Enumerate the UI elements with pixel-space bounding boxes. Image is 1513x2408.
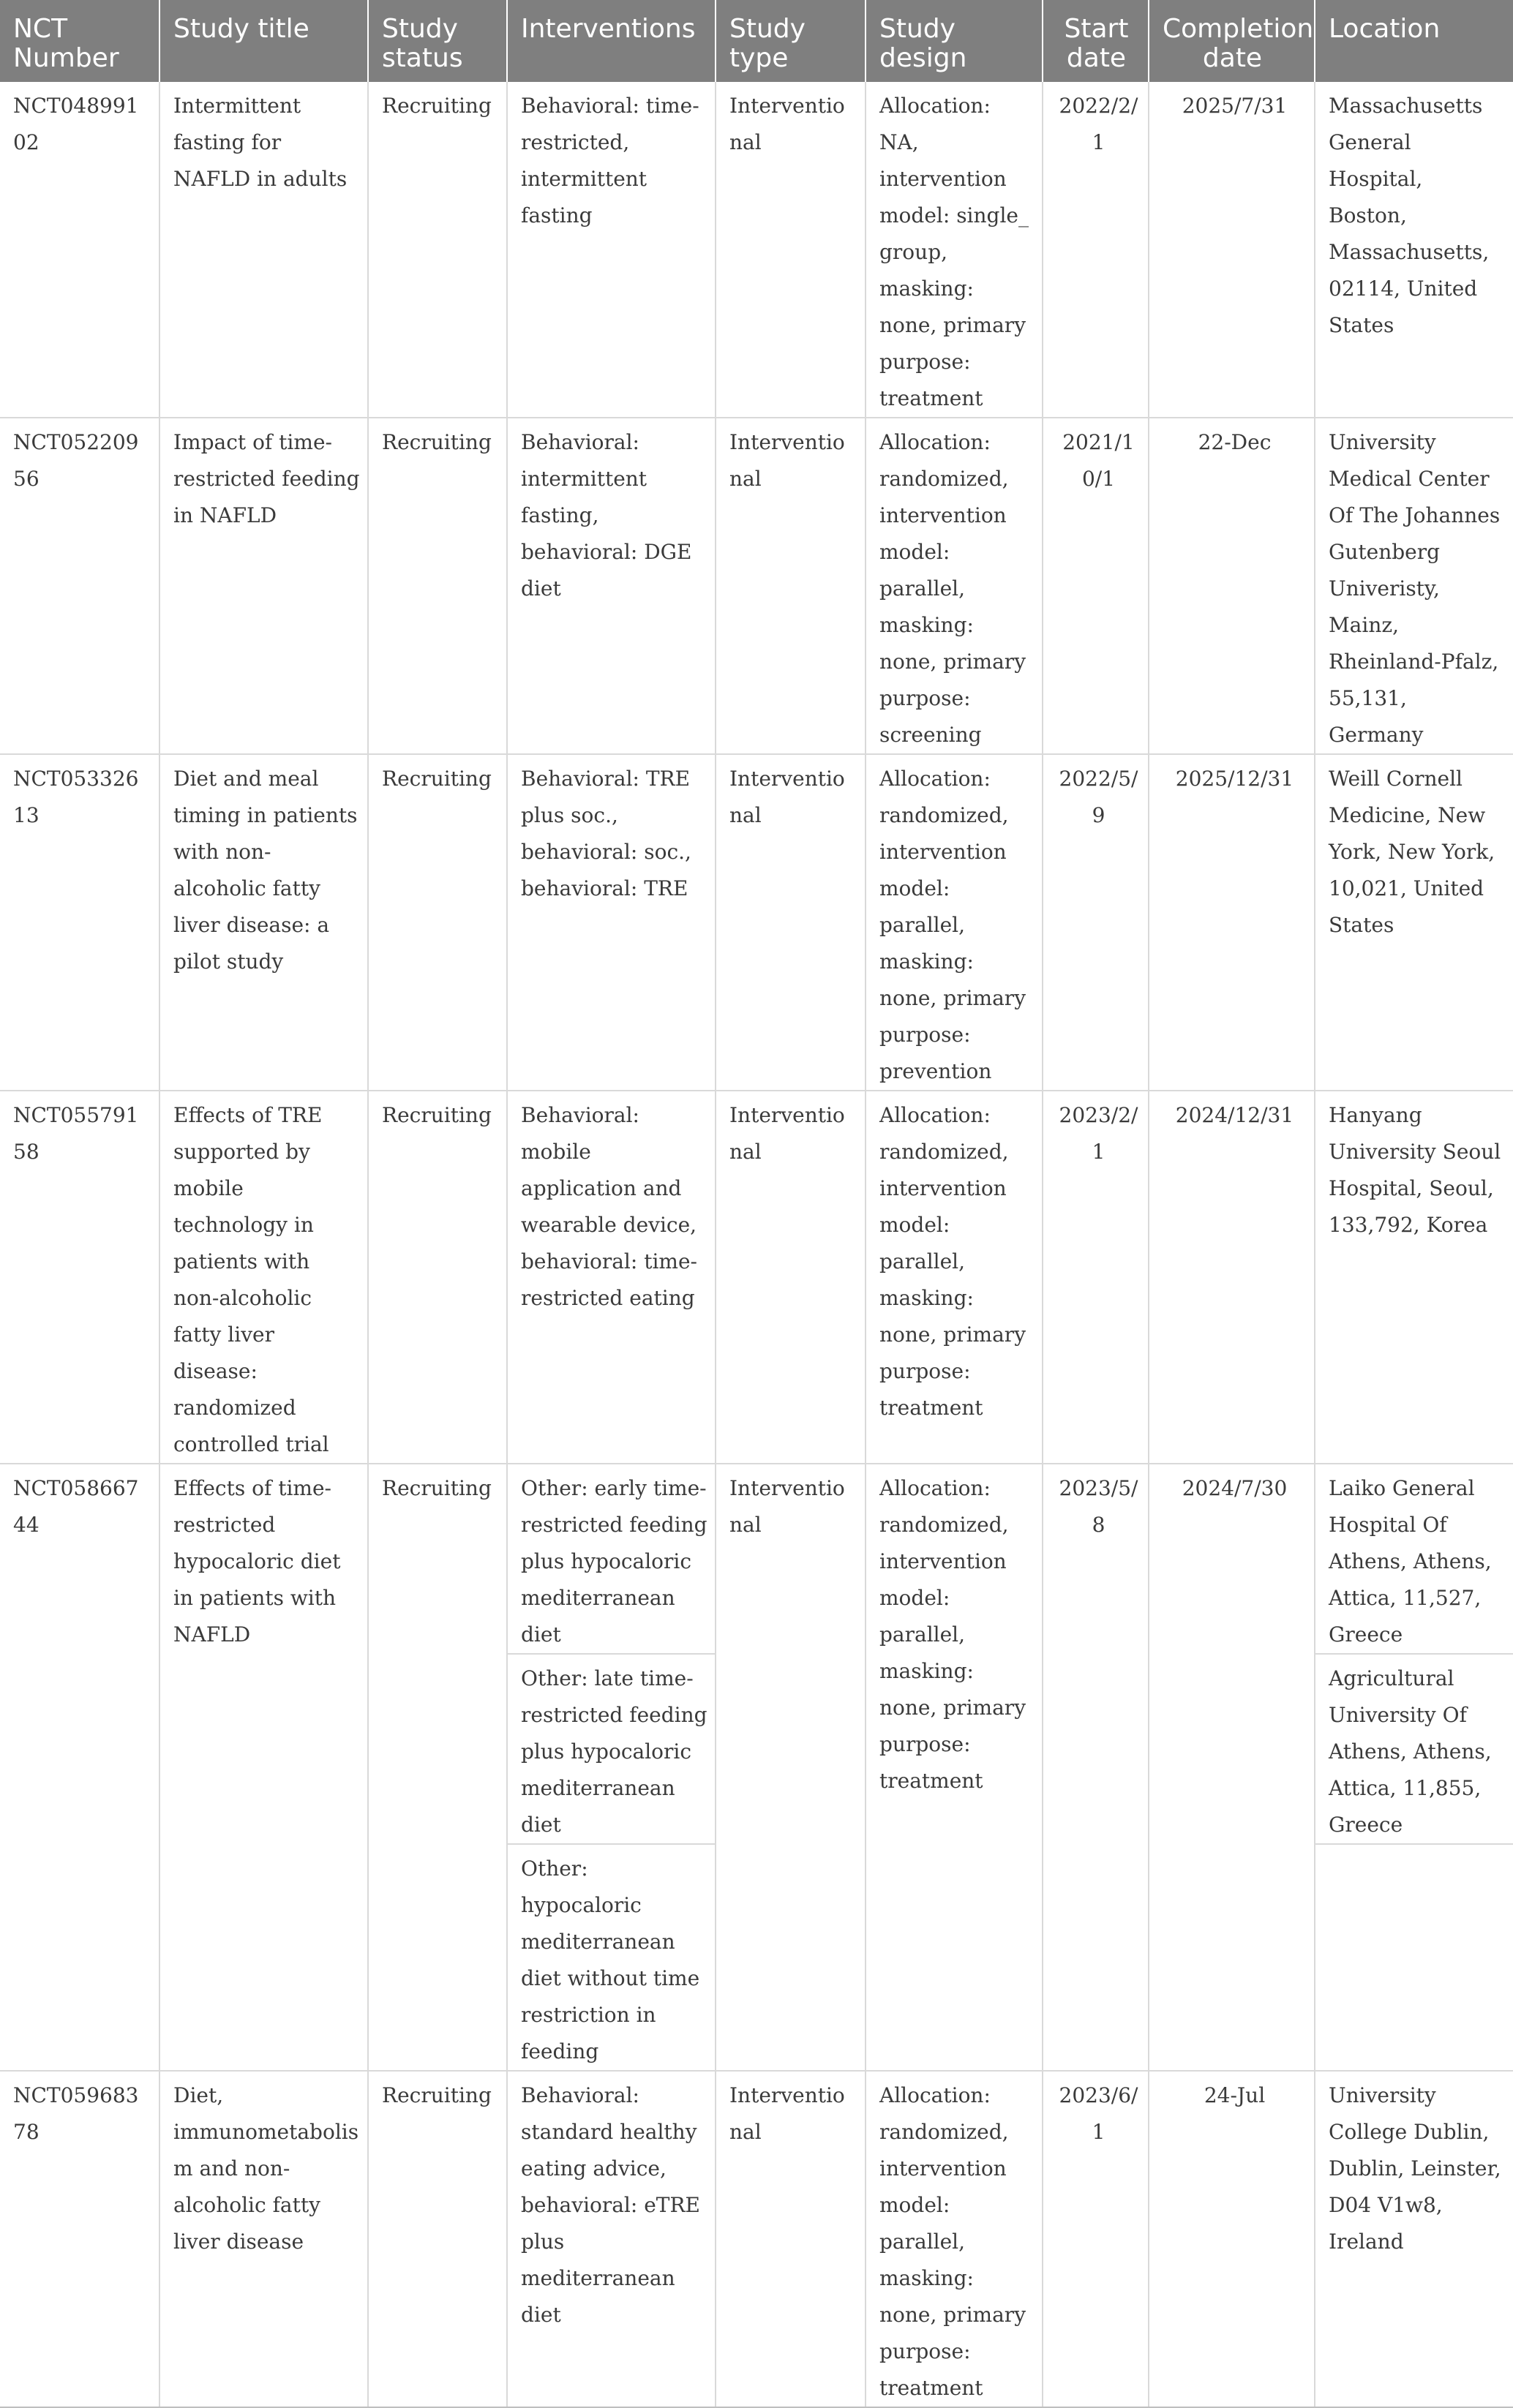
cell-study-title: Diet and meal timing in patients with non-alcoholic fatty liver disease: a pilot study [159,754,368,1091]
cell-interventions: Other: early time-restricted feeding plus hypocaloric mediterranean diet [507,1464,716,1654]
cell-interventions: Behavioral: mobile application and wearable device, behavioral: time-restricted eating [507,1091,716,1464]
cell-location: Hanyang University Seoul Hospital, Seoul, 133,792, Korea [1315,1091,1513,1464]
cell-study-title: Intermittent fasting for NAFLD in adults [159,82,368,418]
table-row [0,754,1513,1091]
cell-study-type: Interventional [716,754,866,1091]
cell-study-type: Interventional [716,1091,866,1464]
cell-location: University College Dublin, Dublin, Leinster, D04 V1w8, Ireland [1315,2071,1513,2407]
cell-start-date: 2021/10/1 [1043,418,1149,754]
cell-study-type: Interventional [716,1464,866,2071]
cell-study-design: Allocation: randomized, intervention model: parallel, masking: none, primary purpose: prevention [866,754,1043,1091]
cell-study-status: Recruiting [368,1091,507,1464]
header-nct-number: NCT Number [0,0,159,82]
cell-study-type: Interventional [716,82,866,418]
cell-start-date: 2022/2/1 [1043,82,1149,418]
cell-study-design: Allocation: NA, intervention model: single_ group, masking: none, primary purpose: treatment [866,82,1043,418]
cell-study-status: Recruiting [368,418,507,754]
table-row [0,1091,1513,1464]
cell-completion-date: 2024/7/30 [1149,1464,1315,2071]
cell-location: Weill Cornell Medicine, New York, New York, 10,021, United States [1315,754,1513,1091]
cell-study-title: Effects of time-restricted hypocaloric diet in patients with NAFLD [159,1464,368,2071]
header-row [0,0,1513,82]
cell-study-status: Recruiting [368,754,507,1091]
cell-study-design: Allocation: randomized, intervention model: parallel, masking: none, primary purpose: treatment [866,1464,1043,2071]
cell-study-status: Recruiting [368,1464,507,2071]
header-study-title: Study title [159,0,368,82]
header-study-design: Study design [866,0,1043,82]
table-row [0,1464,1513,1654]
cell-completion-date: 22-Dec [1149,418,1315,754]
cell-interventions: Behavioral: TRE plus soc., behavioral: soc., behavioral: TRE [507,754,716,1091]
table-row [0,418,1513,754]
cell-location: Laiko General Hospital Of Athens, Athens, Attica, 11,527, Greece [1315,1464,1513,1654]
header-study-status: Study status [368,0,507,82]
table-row [0,82,1513,418]
cell-start-date: 2022/5/9 [1043,754,1149,1091]
cell-study-design: Allocation: randomized, intervention model: parallel, masking: none, primary purpose: treatment [866,1091,1043,1464]
cell-completion-date: 24-Jul [1149,2071,1315,2407]
cell-interventions: Behavioral: intermittent fasting, behavioral: DGE diet [507,418,716,754]
cell-location: Massachusetts General Hospital, Boston, Massachusetts, 02114, United States [1315,82,1513,418]
header-location: Location [1315,0,1513,82]
cell-interventions: Other: late time-restricted feeding plus hypocaloric mediterranean diet [507,1654,716,1844]
cell-nct-number: NCT05332613 [0,754,159,1091]
cell-location-empty [1315,1844,1513,2071]
cell-start-date: 2023/6/1 [1043,2071,1149,2407]
cell-location: University Medical Center Of The Johannes Gutenberg Univeristy, Mainz, Rheinland-Pfalz, 55,131, Germany [1315,418,1513,754]
cell-study-status: Recruiting [368,82,507,418]
table-row [0,2071,1513,2407]
cell-nct-number: NCT05579158 [0,1091,159,1464]
header-completion-date: Completion date [1149,0,1315,82]
cell-nct-number: NCT05968378 [0,2071,159,2407]
cell-study-status: Recruiting [368,2071,507,2407]
cell-interventions: Other: hypocaloric mediterranean diet without time restriction in feeding [507,1844,716,2071]
cell-study-type: Interventional [716,418,866,754]
cell-study-title: Diet, immunometabolism and non-alcoholic fatty liver disease [159,2071,368,2407]
cell-study-design: Allocation: randomized, intervention model: parallel, masking: none, primary purpose: screening [866,418,1043,754]
cell-study-type: Interventional [716,2071,866,2407]
cell-study-design: Allocation: randomized, intervention model: parallel, masking: none, primary purpose: treatment [866,2071,1043,2407]
cell-nct-number: NCT04899102 [0,82,159,418]
cell-interventions: Behavioral: time-restricted, intermittent fasting [507,82,716,418]
cell-start-date: 2023/5/8 [1043,1464,1149,2071]
cell-completion-date: 2024/12/31 [1149,1091,1315,1464]
cell-study-title: Effects of TRE supported by mobile technology in patients with non-alcoholic fatty liver disease: randomized controlled trial [159,1091,368,1464]
cell-start-date: 2023/2/1 [1043,1091,1149,1464]
header-study-type: Study type [716,0,866,82]
header-start-date: Start date [1043,0,1149,82]
cell-nct-number: NCT05220956 [0,418,159,754]
cell-location: Agricultural University Of Athens, Athens, Attica, 11,855, Greece [1315,1654,1513,1844]
cell-interventions: Behavioral: standard healthy eating advice, behavioral: eTRE plus mediterranean diet [507,2071,716,2407]
cell-completion-date: 2025/7/31 [1149,82,1315,418]
header-interventions: Interventions [507,0,716,82]
cell-nct-number: NCT05866744 [0,1464,159,2071]
cell-study-title: Impact of time-restricted feeding in NAFLD [159,418,368,754]
cell-completion-date: 2025/12/31 [1149,754,1315,1091]
